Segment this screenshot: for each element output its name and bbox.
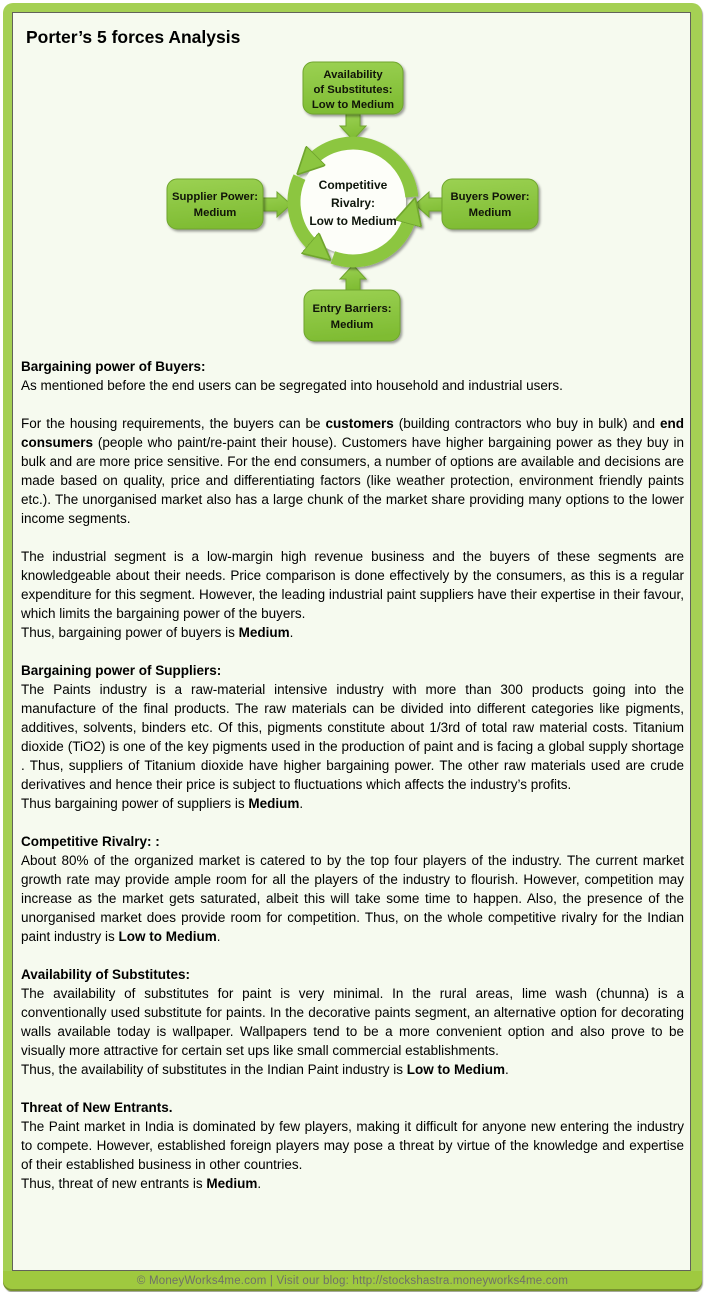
paragraph: The availability of substitutes for paint is very minimal. In the rural areas, lime wash (chunna) is a conventionally used substitute for paints. In the decorative paints segment, an alternative option for decorating walls available today is wallpaper. Wallpapers tend to be a more convenient option and also prove to be visually more attractive for certain set ups like small commercial establishments. — [21, 986, 684, 1058]
section-heading: Bargaining power of Buyers: — [21, 359, 206, 374]
bold-emphasis: Low to Medium — [406, 1062, 505, 1077]
supplier-power-box — [167, 179, 263, 229]
substitutes-box-line: of Substitutes: — [313, 84, 393, 96]
supplier-power-box-shape — [167, 179, 263, 229]
paragraph: As mentioned before the end users can be segregated into household and industrial users. — [21, 378, 563, 393]
paragraph: For the housing requirements, the buyers can be customers (building contractors who buy in bulk) and end consumers (people who paint/re-paint their house). Customers have higher bargaining power as they buy in bulk and are more price sensitive. For the end consumers, a number of options are available and decisions are made based on quality, price and differentiating factors (like weather protection, environment friendly paints etc.). The unorganised market also has a large chunk of the market share providing many options to the lower income segments. — [21, 416, 685, 526]
center-label-line: Rivalry: — [330, 196, 376, 210]
entry-barriers-box-shape — [304, 290, 400, 341]
buyers-power-box — [442, 179, 538, 229]
section-heading: Bargaining power of Suppliers: — [21, 663, 222, 678]
bold-emphasis: end consumers — [21, 416, 685, 450]
substitutes-box-line: Low to Medium — [311, 99, 395, 111]
footer-bar — [3, 1271, 702, 1291]
section-heading: Availability of Substitutes: — [21, 967, 191, 982]
bold-emphasis: Low to Medium — [118, 929, 217, 944]
entry-barriers-box-line: Entry Barriers: — [312, 303, 392, 315]
paragraph: Thus, bargaining power of buyers is Medium. — [21, 625, 294, 640]
page-title: Porter’s 5 forces Analysis — [26, 27, 241, 47]
supplier-power-box-line: Medium — [193, 207, 237, 219]
paragraph: Thus bargaining power of suppliers is Medium. — [21, 796, 304, 811]
arrow-left-icon — [415, 192, 443, 217]
section-heading: Competitive Rivalry: : — [21, 834, 160, 849]
arrow-down-icon — [340, 114, 366, 140]
entry-barriers-box — [304, 290, 400, 341]
entry-barriers-box-line: Medium — [330, 319, 374, 331]
paragraph: The industrial segment is a low-margin high revenue business and the buyers of these segments are knowledgeable about their needs. Price comparison is done effectively by the consumers, as this is a regular expenditure for this segment. However, the leading industrial paint suppliers have their expertise in their favour, which limits the bargaining power of the buyers. — [21, 549, 684, 621]
porter-five-forces-diagram — [0, 0, 705, 360]
bold-emphasis: Medium — [206, 1176, 258, 1191]
arrow-right-icon — [263, 192, 291, 217]
bold-emphasis: Medium — [238, 625, 290, 640]
footer-text: © MoneyWorks4me.com | Visit our blog: http://stockshastra.moneyworks4me.com — [136, 1275, 569, 1287]
bold-emphasis: Medium — [248, 796, 300, 811]
buyers-power-box-line: Medium — [468, 207, 512, 219]
bold-emphasis: customers — [325, 416, 394, 431]
paragraph: The Paints industry is a raw-material intensive industry with more than 300 products going into the manufacture of the final products. The raw materials can be divided into different categories like pigments, additives, solvents, binders etc. Of this, pigments constitute about 1/3rd of total raw material costs. Titanium dioxide (TiO2) is one of the key pigments used in the production of paint and is facing a global supply shortage . Thus, suppliers of Titanium dioxide have higher bargaining power. The other raw materials used are crude derivatives and hence their price is subject to fluctuations which affects the industry’s profits. — [21, 682, 684, 792]
center-label-line: Low to Medium — [309, 214, 397, 228]
paragraph: The Paint market in India is dominated by few players, making it difficult for anyone new entering the industry to compete. However, established foreign players may pose a threat by virtue of the knowledge and expertise of their established business in other countries. — [21, 1119, 684, 1172]
paragraph: Thus, threat of new entrants is Medium. — [21, 1176, 262, 1191]
substitutes-box-line: Availability — [323, 69, 383, 81]
paragraph: Thus, the availability of substitutes in the Indian Paint industry is Low to Medium. — [21, 1062, 509, 1077]
buyers-power-box-shape — [442, 179, 538, 229]
supplier-power-box-line: Supplier Power: — [172, 191, 258, 203]
center-label-line: Competitive — [318, 178, 388, 192]
article — [21, 357, 684, 1193]
cycle-ring — [294, 143, 412, 261]
paragraph: About 80% of the organized market is catered to by the top four players of the industry. The current market growth rate may provide ample room for all the players of the industry to flourish. However, competition may increase as the market gets saturated, albeit this will take some time to happen. Also, the presence of the unorganised market does provide room for competition. Thus, on the whole competitive rivalry for the Indian paint industry is Low to Medium. — [21, 853, 684, 944]
substitutes-box — [303, 62, 403, 114]
section-heading: Threat of New Entrants. — [21, 1100, 173, 1115]
arrow-up-icon — [340, 265, 366, 291]
buyers-power-box-line: Buyers Power: — [450, 191, 530, 203]
